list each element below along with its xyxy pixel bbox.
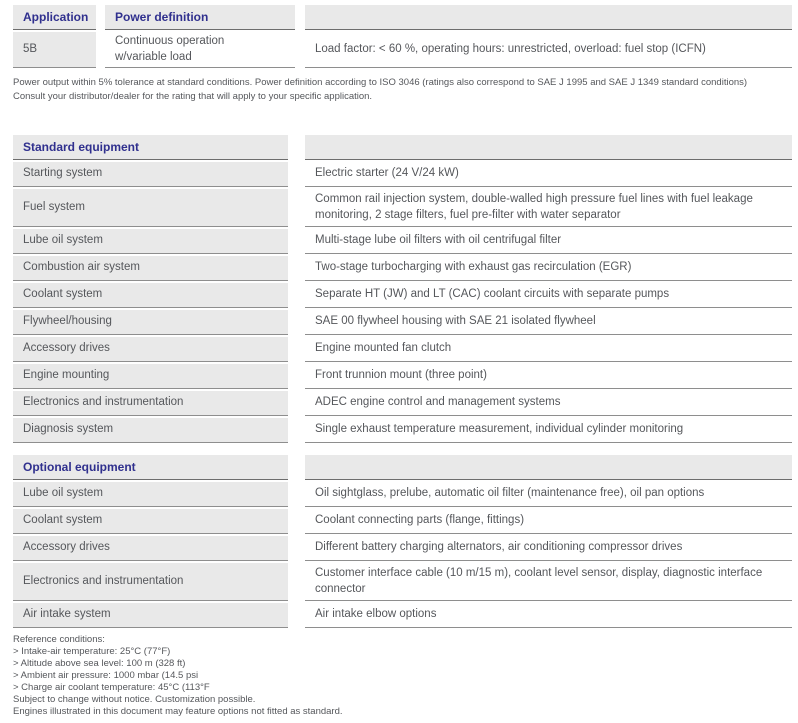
power-definition-line-1: Continuous operation: [115, 35, 225, 47]
equipment-row: [13, 603, 792, 628]
optional-equipment-header-spacer: [305, 455, 792, 480]
column-gap: [288, 536, 305, 561]
power-note-line-1: Power output within 5% tolerance at standard conditions. Power definition according to ISO 3046 (ratings also correspond to SAE J 1995 and SAE J 1349 standard conditions): [13, 77, 748, 89]
power-definition-line-2: w/variable load: [115, 50, 192, 63]
column-gap: [288, 603, 305, 628]
column-gap: [96, 5, 105, 30]
application-column-header: Application: [13, 5, 96, 30]
standard-equipment-rows: [13, 162, 792, 443]
equipment-category-label: Electronics and instrumentation: [13, 563, 288, 601]
equipment-description: Single exhaust temperature measurement, individual cylinder monitoring: [305, 418, 792, 443]
column-gap: [295, 32, 305, 68]
optional-equipment-header-row: [13, 455, 792, 480]
column-gap: [288, 337, 305, 362]
equipment-description: Electric starter (24 V/24 kW): [305, 162, 792, 187]
equipment-description: SAE 00 flywheel housing with SAE 21 isolated flywheel: [305, 310, 792, 335]
equipment-row: [13, 337, 792, 362]
equipment-category-label: Combustion air system: [13, 256, 288, 281]
column-gap: [288, 364, 305, 389]
load-factor-value: Load factor: < 60 %, operating hours: unrestricted, overload: fuel stop (ICFN): [305, 32, 792, 68]
application-value: 5B: [13, 32, 96, 68]
equipment-category-label: Air intake system: [13, 603, 288, 628]
standard-equipment-table: [13, 135, 792, 443]
equipment-row: [13, 364, 792, 389]
equipment-category-label: Lube oil system: [13, 482, 288, 507]
equipment-row: [13, 283, 792, 308]
column-gap: [288, 391, 305, 416]
power-definition-column-header: Power definition: [105, 5, 295, 30]
equipment-row: [13, 563, 792, 601]
column-gap: [288, 189, 305, 227]
column-gap: [288, 509, 305, 534]
footer-line: > Intake-air temperature: 25°C (77°F): [13, 646, 171, 658]
equipment-description: Front trunnion mount (three point): [305, 364, 792, 389]
equipment-category-label: Accessory drives: [13, 337, 288, 362]
power-output-note: [13, 76, 792, 103]
equipment-description: Coolant connecting parts (flange, fittings): [305, 509, 792, 534]
equipment-row: [13, 162, 792, 187]
equipment-row: [13, 310, 792, 335]
column-gap: [288, 310, 305, 335]
empty-column-header: [305, 5, 792, 30]
footer-line: > Altitude above sea level: 100 m (328 ft): [13, 658, 186, 670]
footer-line: Engines illustrated in this document may feature options not fitted as standard.: [13, 706, 343, 718]
column-gap: [288, 283, 305, 308]
equipment-category-label: Accessory drives: [13, 536, 288, 561]
column-gap: [295, 5, 305, 30]
equipment-row: [13, 418, 792, 443]
equipment-category-label: Flywheel/housing: [13, 310, 288, 335]
column-gap: [288, 563, 305, 601]
equipment-description: Two-stage turbocharging with exhaust gas recirculation (EGR): [305, 256, 792, 281]
optional-equipment-title: Optional equipment: [13, 455, 288, 480]
column-gap: [96, 32, 105, 68]
equipment-description: ADEC engine control and management systems: [305, 391, 792, 416]
equipment-description: Engine mounted fan clutch: [305, 337, 792, 362]
equipment-category-label: Diagnosis system: [13, 418, 288, 443]
equipment-category-label: Electronics and instrumentation: [13, 391, 288, 416]
equipment-row: [13, 229, 792, 254]
power-definition-text: [115, 34, 224, 65]
equipment-row: [13, 391, 792, 416]
optional-equipment-rows: [13, 482, 792, 628]
column-gap: [288, 162, 305, 187]
equipment-row: [13, 256, 792, 281]
equipment-description: Customer interface cable (10 m/15 m), coolant level sensor, display, diagnostic interface connector: [305, 563, 792, 601]
application-table-header-row: [13, 5, 792, 30]
optional-equipment-table: [13, 455, 792, 628]
column-gap: [288, 229, 305, 254]
equipment-category-label: Engine mounting: [13, 364, 288, 389]
footer-line: > Ambient air pressure: 1000 mbar (14.5 psi: [13, 670, 199, 682]
equipment-category-label: Coolant system: [13, 283, 288, 308]
column-gap: [288, 135, 305, 160]
power-note-line-2: Consult your distributor/dealer for the rating that will apply to your specific application.: [13, 90, 373, 102]
equipment-category-label: Fuel system: [13, 189, 288, 227]
equipment-description: Air intake elbow options: [305, 603, 792, 628]
footer-line: Subject to change without notice. Customization possible.: [13, 694, 256, 706]
column-gap: [288, 455, 305, 480]
equipment-row: [13, 536, 792, 561]
equipment-row: [13, 189, 792, 227]
equipment-row: [13, 482, 792, 507]
equipment-row: [13, 509, 792, 534]
equipment-description: Different battery charging alternators, air conditioning compressor drives: [305, 536, 792, 561]
equipment-category-label: Coolant system: [13, 509, 288, 534]
equipment-category-label: Lube oil system: [13, 229, 288, 254]
footer-line: > Charge air coolant temperature: 45°C (113°F: [13, 682, 210, 694]
application-table-body-row: [13, 32, 792, 68]
column-gap: [288, 256, 305, 281]
power-definition-value: [105, 32, 295, 68]
standard-equipment-title: Standard equipment: [13, 135, 288, 160]
equipment-category-label: Starting system: [13, 162, 288, 187]
standard-equipment-header-row: [13, 135, 792, 160]
footer-line: Reference conditions:: [13, 634, 105, 646]
reference-conditions: [13, 634, 792, 718]
equipment-description: Separate HT (JW) and LT (CAC) coolant circuits with separate pumps: [305, 283, 792, 308]
application-table: [13, 5, 792, 68]
equipment-description: Common rail injection system, double-walled high pressure fuel lines with fuel leakage monitoring, 2 stage filters, fuel pre-filter with water separator: [305, 189, 792, 227]
equipment-description: Oil sightglass, prelube, automatic oil filter (maintenance free), oil pan options: [305, 482, 792, 507]
column-gap: [288, 482, 305, 507]
equipment-description: Multi-stage lube oil filters with oil centrifugal filter: [305, 229, 792, 254]
standard-equipment-header-spacer: [305, 135, 792, 160]
column-gap: [288, 418, 305, 443]
